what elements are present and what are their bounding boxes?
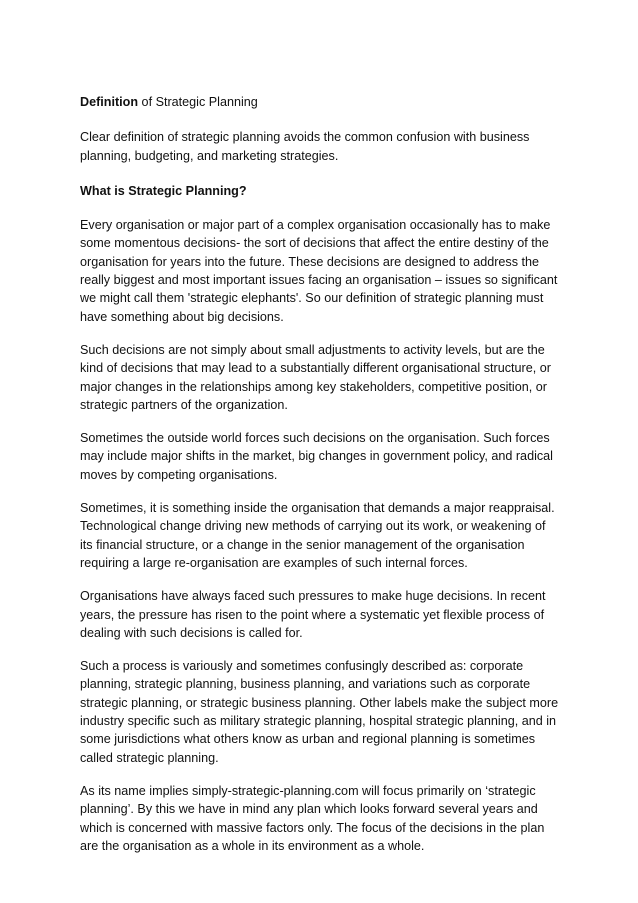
body-paragraph: Organisations have always faced such pressures to make huge decisions. In recent years, the pressure has risen to the point where a systematic yet flexible process of dealing with such decisions is called for. bbox=[80, 589, 546, 640]
title-bold: Definition bbox=[80, 95, 139, 109]
section-heading: What is Strategic Planning? bbox=[80, 183, 247, 198]
body-paragraph: As its name implies simply-strategic-planning.com will focus primarily on ‘strategic planning’. By this we have in mind any plan which looks forward several years and which is concerned with massive factors only. The focus of the decisions in the plan are the organisation as a whole in its environment as a whole. bbox=[80, 783, 545, 853]
document-title bbox=[80, 93, 560, 111]
body-paragraph: Every organisation or major part of a complex organisation occasionally has to make some momentous decisions- the sort of decisions that affect the entire destiny of the organisation for years into the future. These decisions are designed to address the really biggest and most important issues facing an organisation – issues so significant we might call them 'strategic elephants'. So our definition of strategic planning must have something about big decisions. bbox=[80, 218, 558, 324]
intro-paragraph: Clear definition of strategic planning avoids the common confusion with business planning, budgeting, and marketing strategies. bbox=[80, 130, 530, 163]
body-paragraph: Such a process is variously and sometimes confusingly described as: corporate planning, strategic planning, business planning, and variations such as corporate strategic planning, or strategic business planning. Other labels make the subject more industry specific such as military strategic planning, hospital strategic planning, and in some jurisdictions what others know as urban and regional planning is sometimes called strategic planning. bbox=[80, 659, 559, 765]
body-paragraph: Sometimes, it is something inside the organisation that demands a major reappraisal. Technological change driving new methods of carrying out its work, or weakening of its financial structure, or a change in the senior management of the organisation requiring a large re-organisation are examples of such internal forces. bbox=[80, 501, 555, 570]
body-paragraph: Sometimes the outside world forces such decisions on the organisation. Such forces may include major shifts in the market, big changes in government policy, and radical moves by competing organisations. bbox=[80, 431, 553, 482]
document-body bbox=[80, 93, 560, 870]
body-paragraph: Such decisions are not simply about small adjustments to activity levels, but are the kind of decisions that may lead to a substantially different organisational structure, or major changes in the relationships among key stakeholders, competitive position, or strategic partners of the organization. bbox=[80, 342, 551, 412]
title-rest: of Strategic Planning bbox=[138, 95, 258, 109]
